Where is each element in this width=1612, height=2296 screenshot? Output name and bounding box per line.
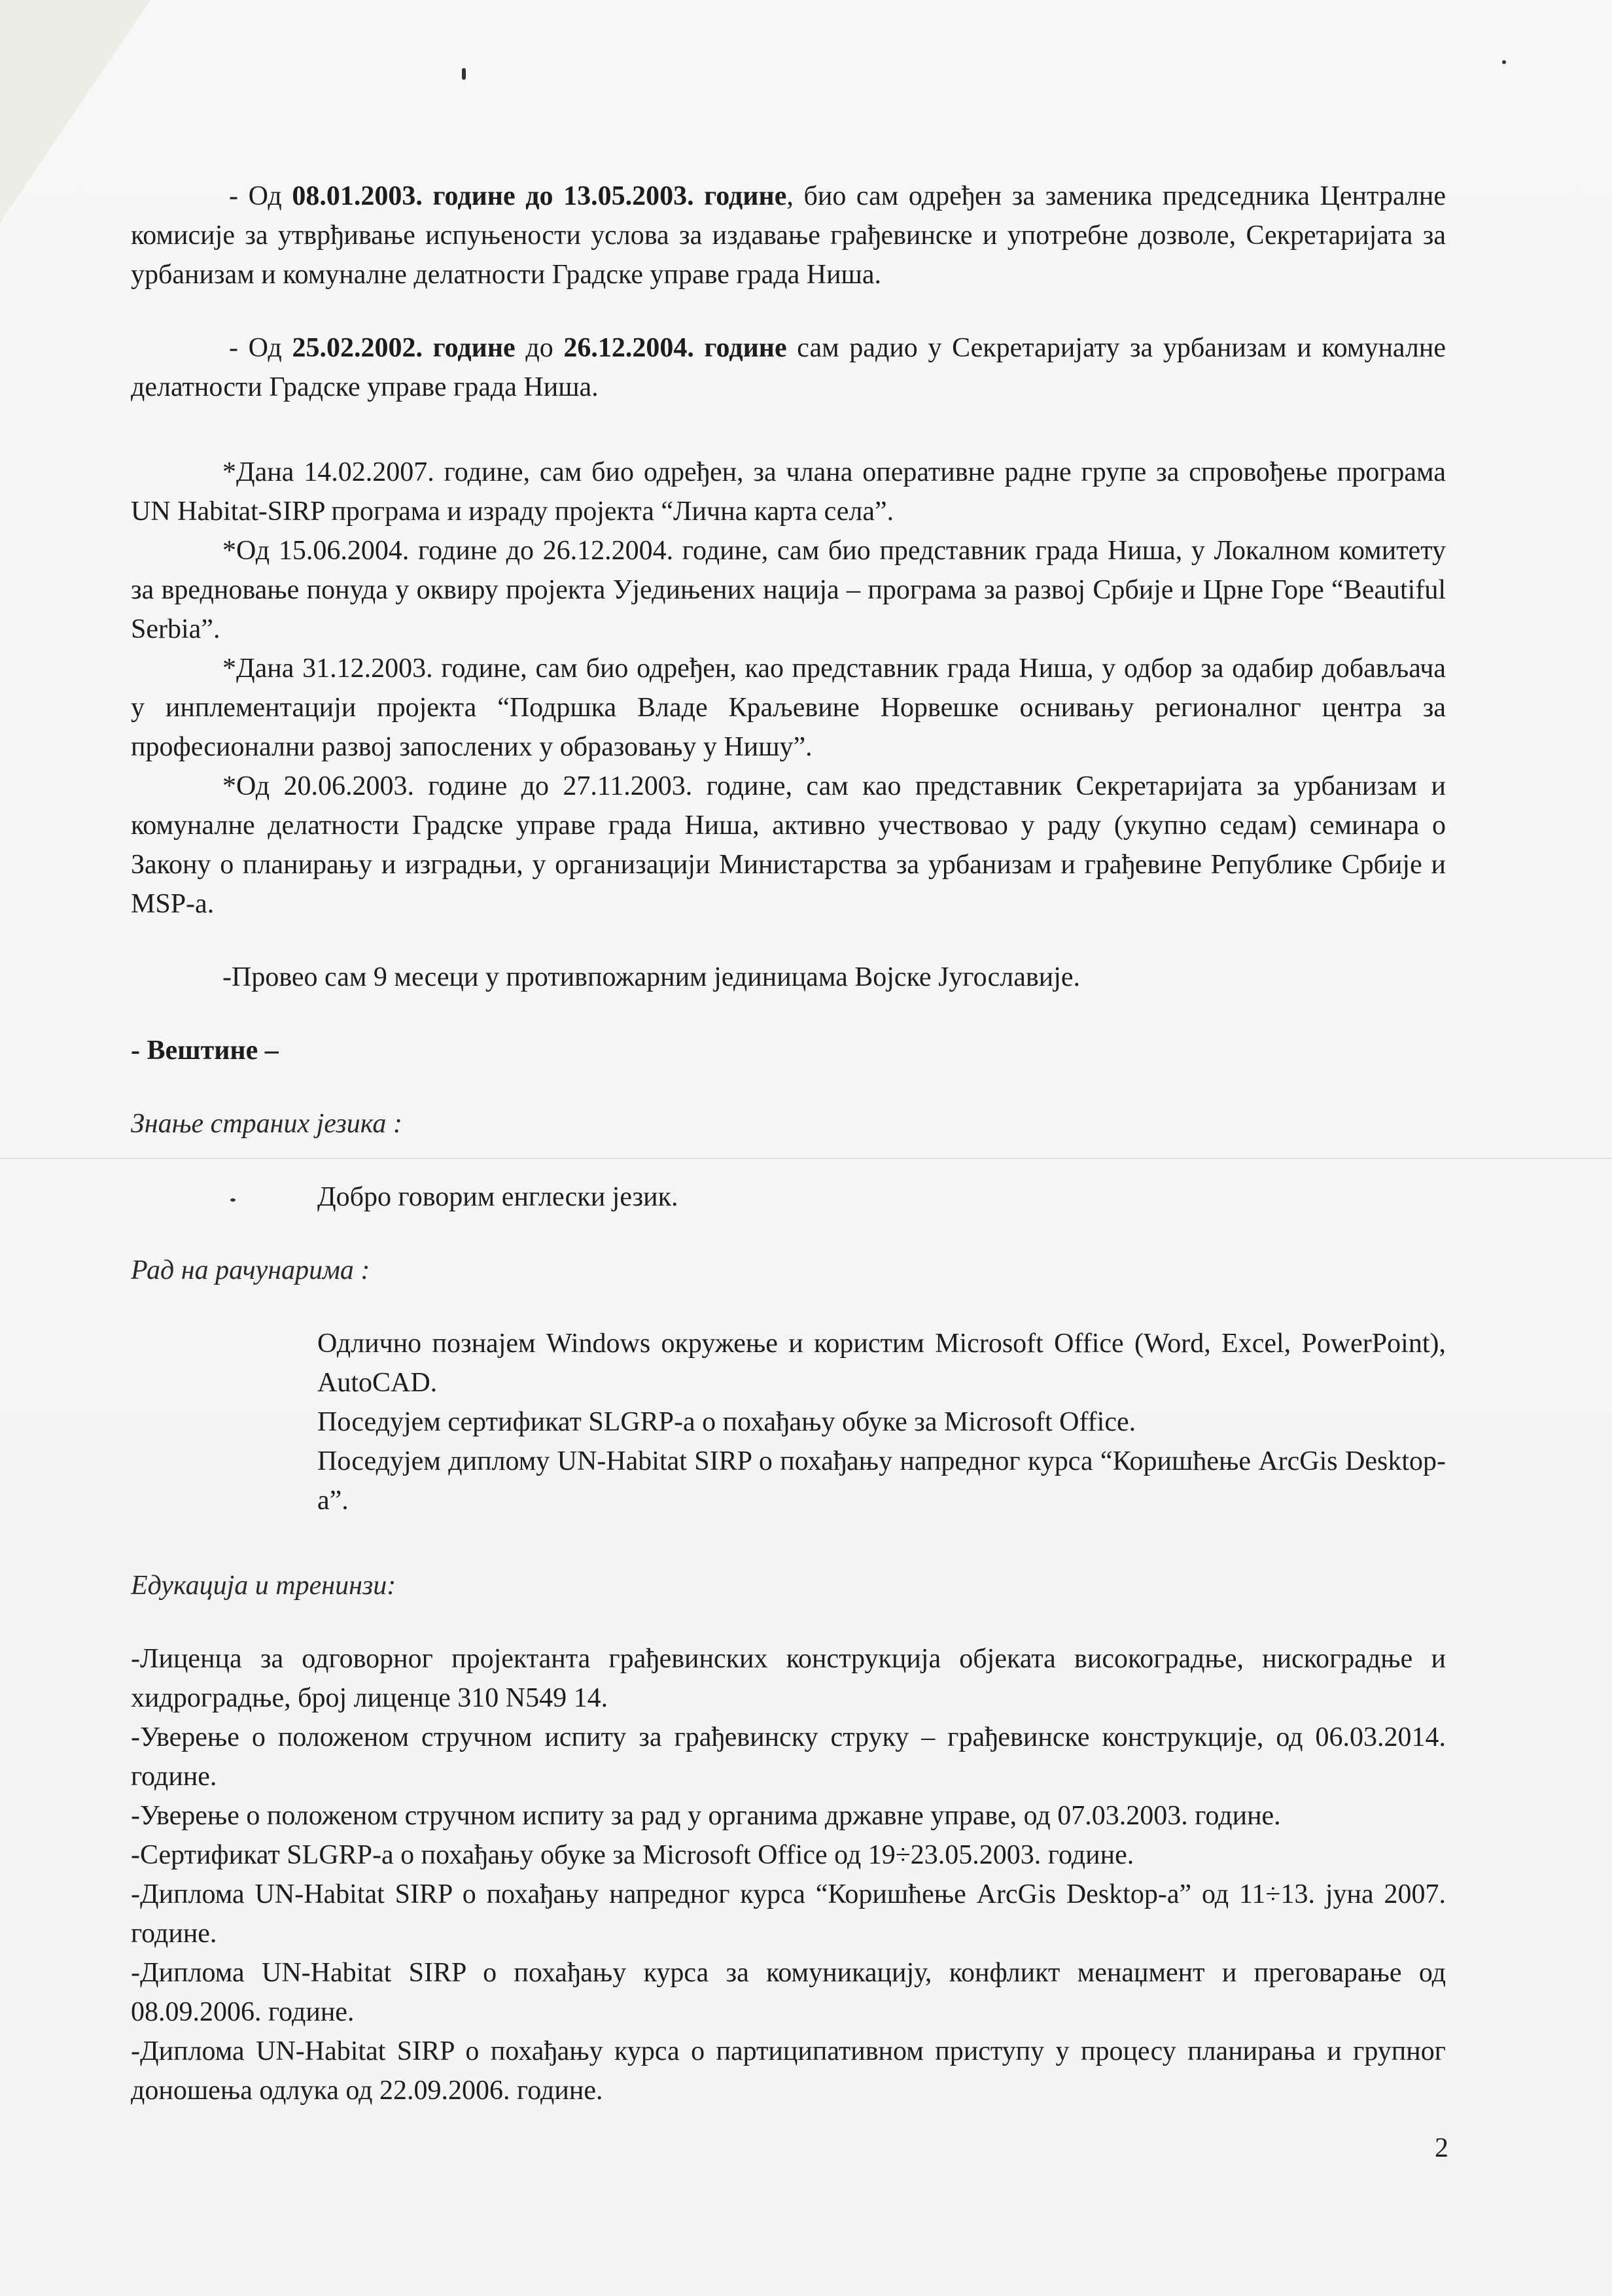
- page-number: 2: [1435, 2133, 1448, 2163]
- scan-speck: [462, 68, 466, 80]
- education-item: -Диплома UN-Habitat SIRP о похађању курса о партиципативном приступу у процесу планирања и групног доношења одлука од 22.09.2006. године.: [131, 2036, 1446, 2106]
- education-item: -Лиценца за одговорног пројектанта грађевинских конструкција објеката високоградње, нискоградње и хидроградње, број лиценце 310 N549 14.: [131, 1644, 1446, 1713]
- computers-skills: [317, 1324, 1446, 1520]
- scan-speck: [1502, 60, 1506, 64]
- education-item: -Уверење о положеном стручном испиту за грађевинску струку – грађевинске конструкције, од 06.03.2014. године.: [131, 1722, 1446, 1792]
- computer-skill-3: Поседујем диплому UN-Habitat SIRP о похађању напредног курса “Коришћење ArcGis Desktop-а”.: [317, 1446, 1446, 1516]
- computers-heading: Рад на рачунарима :: [131, 1255, 370, 1285]
- military-service: -Провео сам 9 месеци у противпожарним јединицама Војске Југославије.: [222, 962, 1081, 992]
- document-text: [131, 177, 1446, 2110]
- education-item: -Диплома UN-Habitat SIRP о похађању курса за комуникацију, конфликт менаџмент и преговарање од 08.09.2006. године.: [131, 1958, 1446, 2027]
- experience-entry-2: - Од 25.02.2002. године до 26.12.2004. године сам радио у Секретаријату за урбанизам и комуналне делатности Градске управе града Ниша.: [131, 333, 1446, 402]
- starred-entry-1: *Дана 14.02.2007. године, сам био одређен, за члана оперативне радне групе за спровођење програма UN Habitat-SIRP програма и израду пројекта “Лична карта села”.: [131, 457, 1446, 527]
- computer-skill-1: Одлично познајем Windows окружење и користим Microsoft Office (Word, Excel, PowerPoint), AutoCAD.: [317, 1329, 1446, 1398]
- starred-entry-2: *Од 15.06.2004. године до 26.12.2004. године, сам био представник града Ниша, у Локалном комитету за вредновање понуда у оквиру пројекта Уједињених нација – програма за развој Србије и Црне Горе “Beautiful Serbia”.: [131, 536, 1446, 644]
- starred-entry-3: *Дана 31.12.2003. године, сам био одређен, као представник града Ниша, у одбор за одабир добављача у инплементацији пројекта “Подршка Владе Краљевине Норвешке оснивању регионалног центра за професионални развој запослених у образовању у Нишу”.: [131, 653, 1446, 762]
- experience-entry-1: - Од 08.01.2003. године до 13.05.2003. године, био сам одређен за заменика председника Централне комисије за утврђивање испуњености услова за издавање грађевинске и употребне дозволе, Секретаријата за урбанизам и комуналне делатности Градске управе града Ниша.: [131, 181, 1446, 290]
- skills-heading: - Вештине –: [131, 1035, 279, 1066]
- computer-skill-2: Поседујем сертификат SLGRP-а о похађању обуке за Microsoft Office.: [317, 1407, 1136, 1437]
- languages-heading: Знање страних језика :: [131, 1109, 402, 1139]
- education-list: [131, 1639, 1446, 2110]
- education-heading: Едукација и тренинзи:: [131, 1571, 396, 1601]
- education-item: -Уверење о положеном стручном испиту за рад у органима државне управе, од 07.03.2003. године.: [131, 1801, 1281, 1831]
- education-item: -Сертификат SLGRP-а о похађању обуке за Microsoft Office од 19÷23.05.2003. године.: [131, 1840, 1134, 1870]
- starred-entry-4: *Од 20.06.2003. године до 27.11.2003. године, сам као представник Секретаријата за урбанизам и комуналне делатности Градске управе града Ниша, активно учествовао у раду (укупно седам) семинара о Закону о планирању и изградњи, у организацији Министарства за урбанизам и грађевине Републике Србије и MSP-а.: [131, 771, 1446, 919]
- education-item: -Диплома UN-Habitat SIRP о похађању напредног курса “Коришћење ArcGis Desktop-а” од 11÷13. јуна 2007. године.: [131, 1879, 1446, 1949]
- folded-corner: [0, 0, 150, 222]
- languages-text: Добро говорим енглески језик.: [317, 1182, 678, 1212]
